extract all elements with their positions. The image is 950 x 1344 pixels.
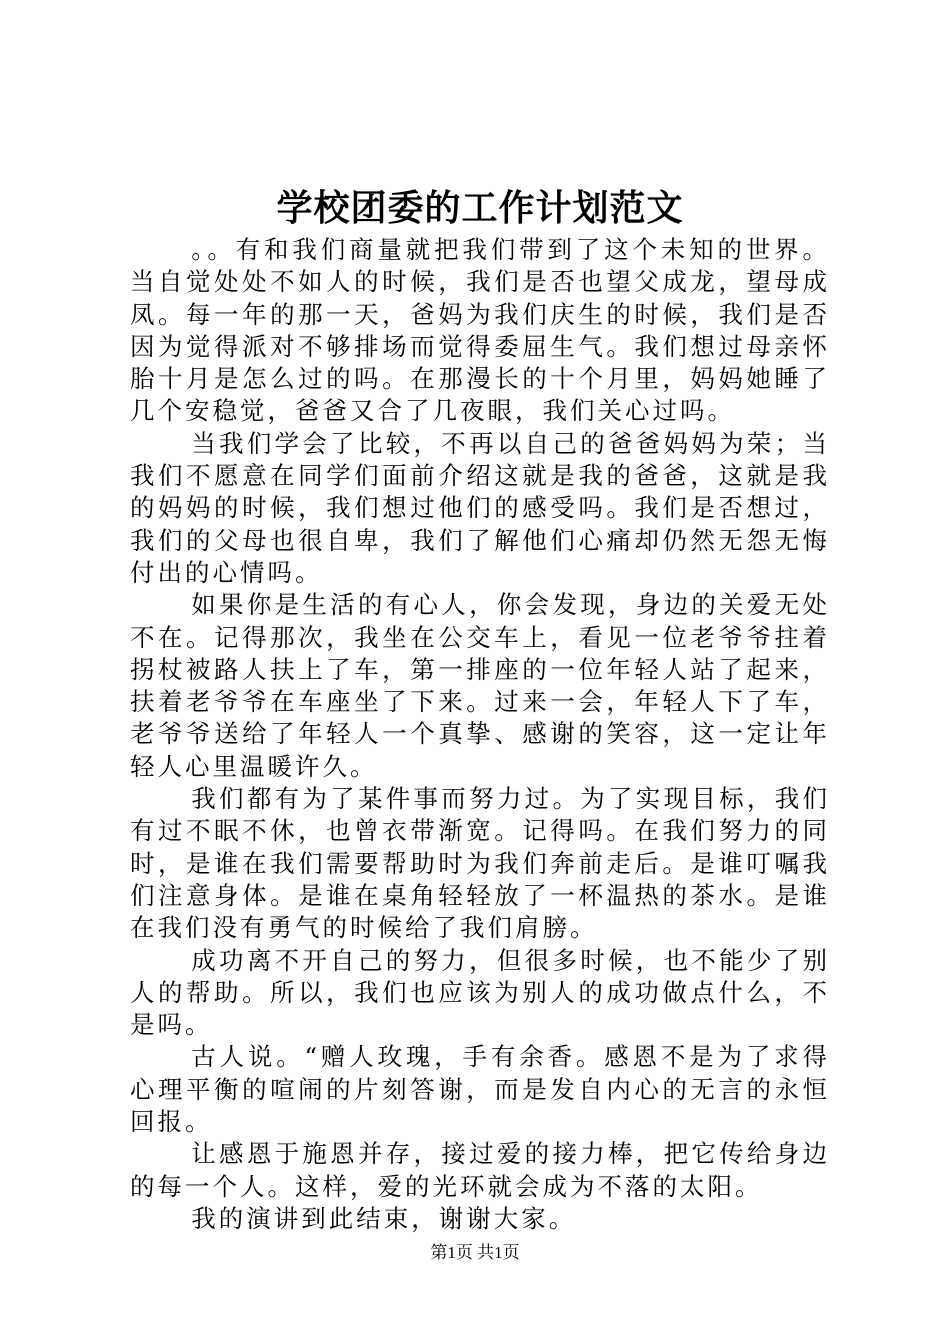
paragraph-4: 我们都有为了某件事而努力过。为了实现目标，我们有过不眠不休，也曾衣带渐宽。记得吗。在我们努力的同时，是谁在我们需要帮助时为我们奔前走后。是谁叮嘱我们注意身体。是谁在桌角轻轻放了一杯温热的茶水。是谁在我们没有勇气的时候给了我们肩膀。 [130, 784, 830, 943]
paragraph-5: 成功离不开自己的努力，但很多时候，也不能少了别人的帮助。所以，我们也应该为别人的成功做点什么，不是吗。 [130, 945, 830, 1040]
paragraph-2: 当我们学会了比较，不再以自己的爸爸妈妈为荣；当我们不愿意在同学们面前介绍这就是我的爸爸，这就是我的妈妈的时候，我们想过他们的感受吗。我们是否想过，我们的父母也很自卑，我们了解他们心痛却仍然无怨无悔付出的心情吗。 [130, 428, 830, 587]
paragraph-3: 如果你是生活的有心人，你会发现，身边的关爱无处不在。记得那次，我坐在公交车上，看见一位老爷爷拄着拐杖被路人扶上了车，第一排座的一位年轻人站了起来，扶着老爷爷在车座坐了下来。过来一会，年轻人下了车，老爷爷送给了年轻人一个真挚、感谢的笑容，这一定让年轻人心里温暖许久。 [130, 590, 830, 781]
paragraph-6: 古人说。“赠人玫瑰，手有余香。感恩不是为了求得心理平衡的喧闹的片刻答谢，而是发自内心的无言的永恒回报。 [130, 1042, 830, 1137]
paragraph-8: 我的演讲到此结束，谢谢大家。 [191, 1203, 577, 1233]
page-number-footer: 第1页 共1页 [430, 1243, 520, 1262]
document-title: 学校团委的工作计划范文 [276, 187, 684, 229]
paragraph-7: 让感恩于施恩并存，接过爱的接力棒，把它传给身边的每一个人。这样，爱的光环就会成为不落的太阳。 [130, 1139, 830, 1201]
document-body [130, 234, 830, 1235]
paragraph-1: 。。有和我们商量就把我们带到了这个未知的世界。当自觉处处不如人的时候，我们是否也望父成龙，望母成凤。每一年的那一天，爸妈为我们庆生的时候，我们是否因为觉得派对不够排场而觉得委屈生气。我们想过母亲怀胎十月是怎么过的吗。在那漫长的十个月里，妈妈她睡了几个安稳觉，爸爸又合了几夜眼，我们关心过吗。 [130, 235, 830, 426]
